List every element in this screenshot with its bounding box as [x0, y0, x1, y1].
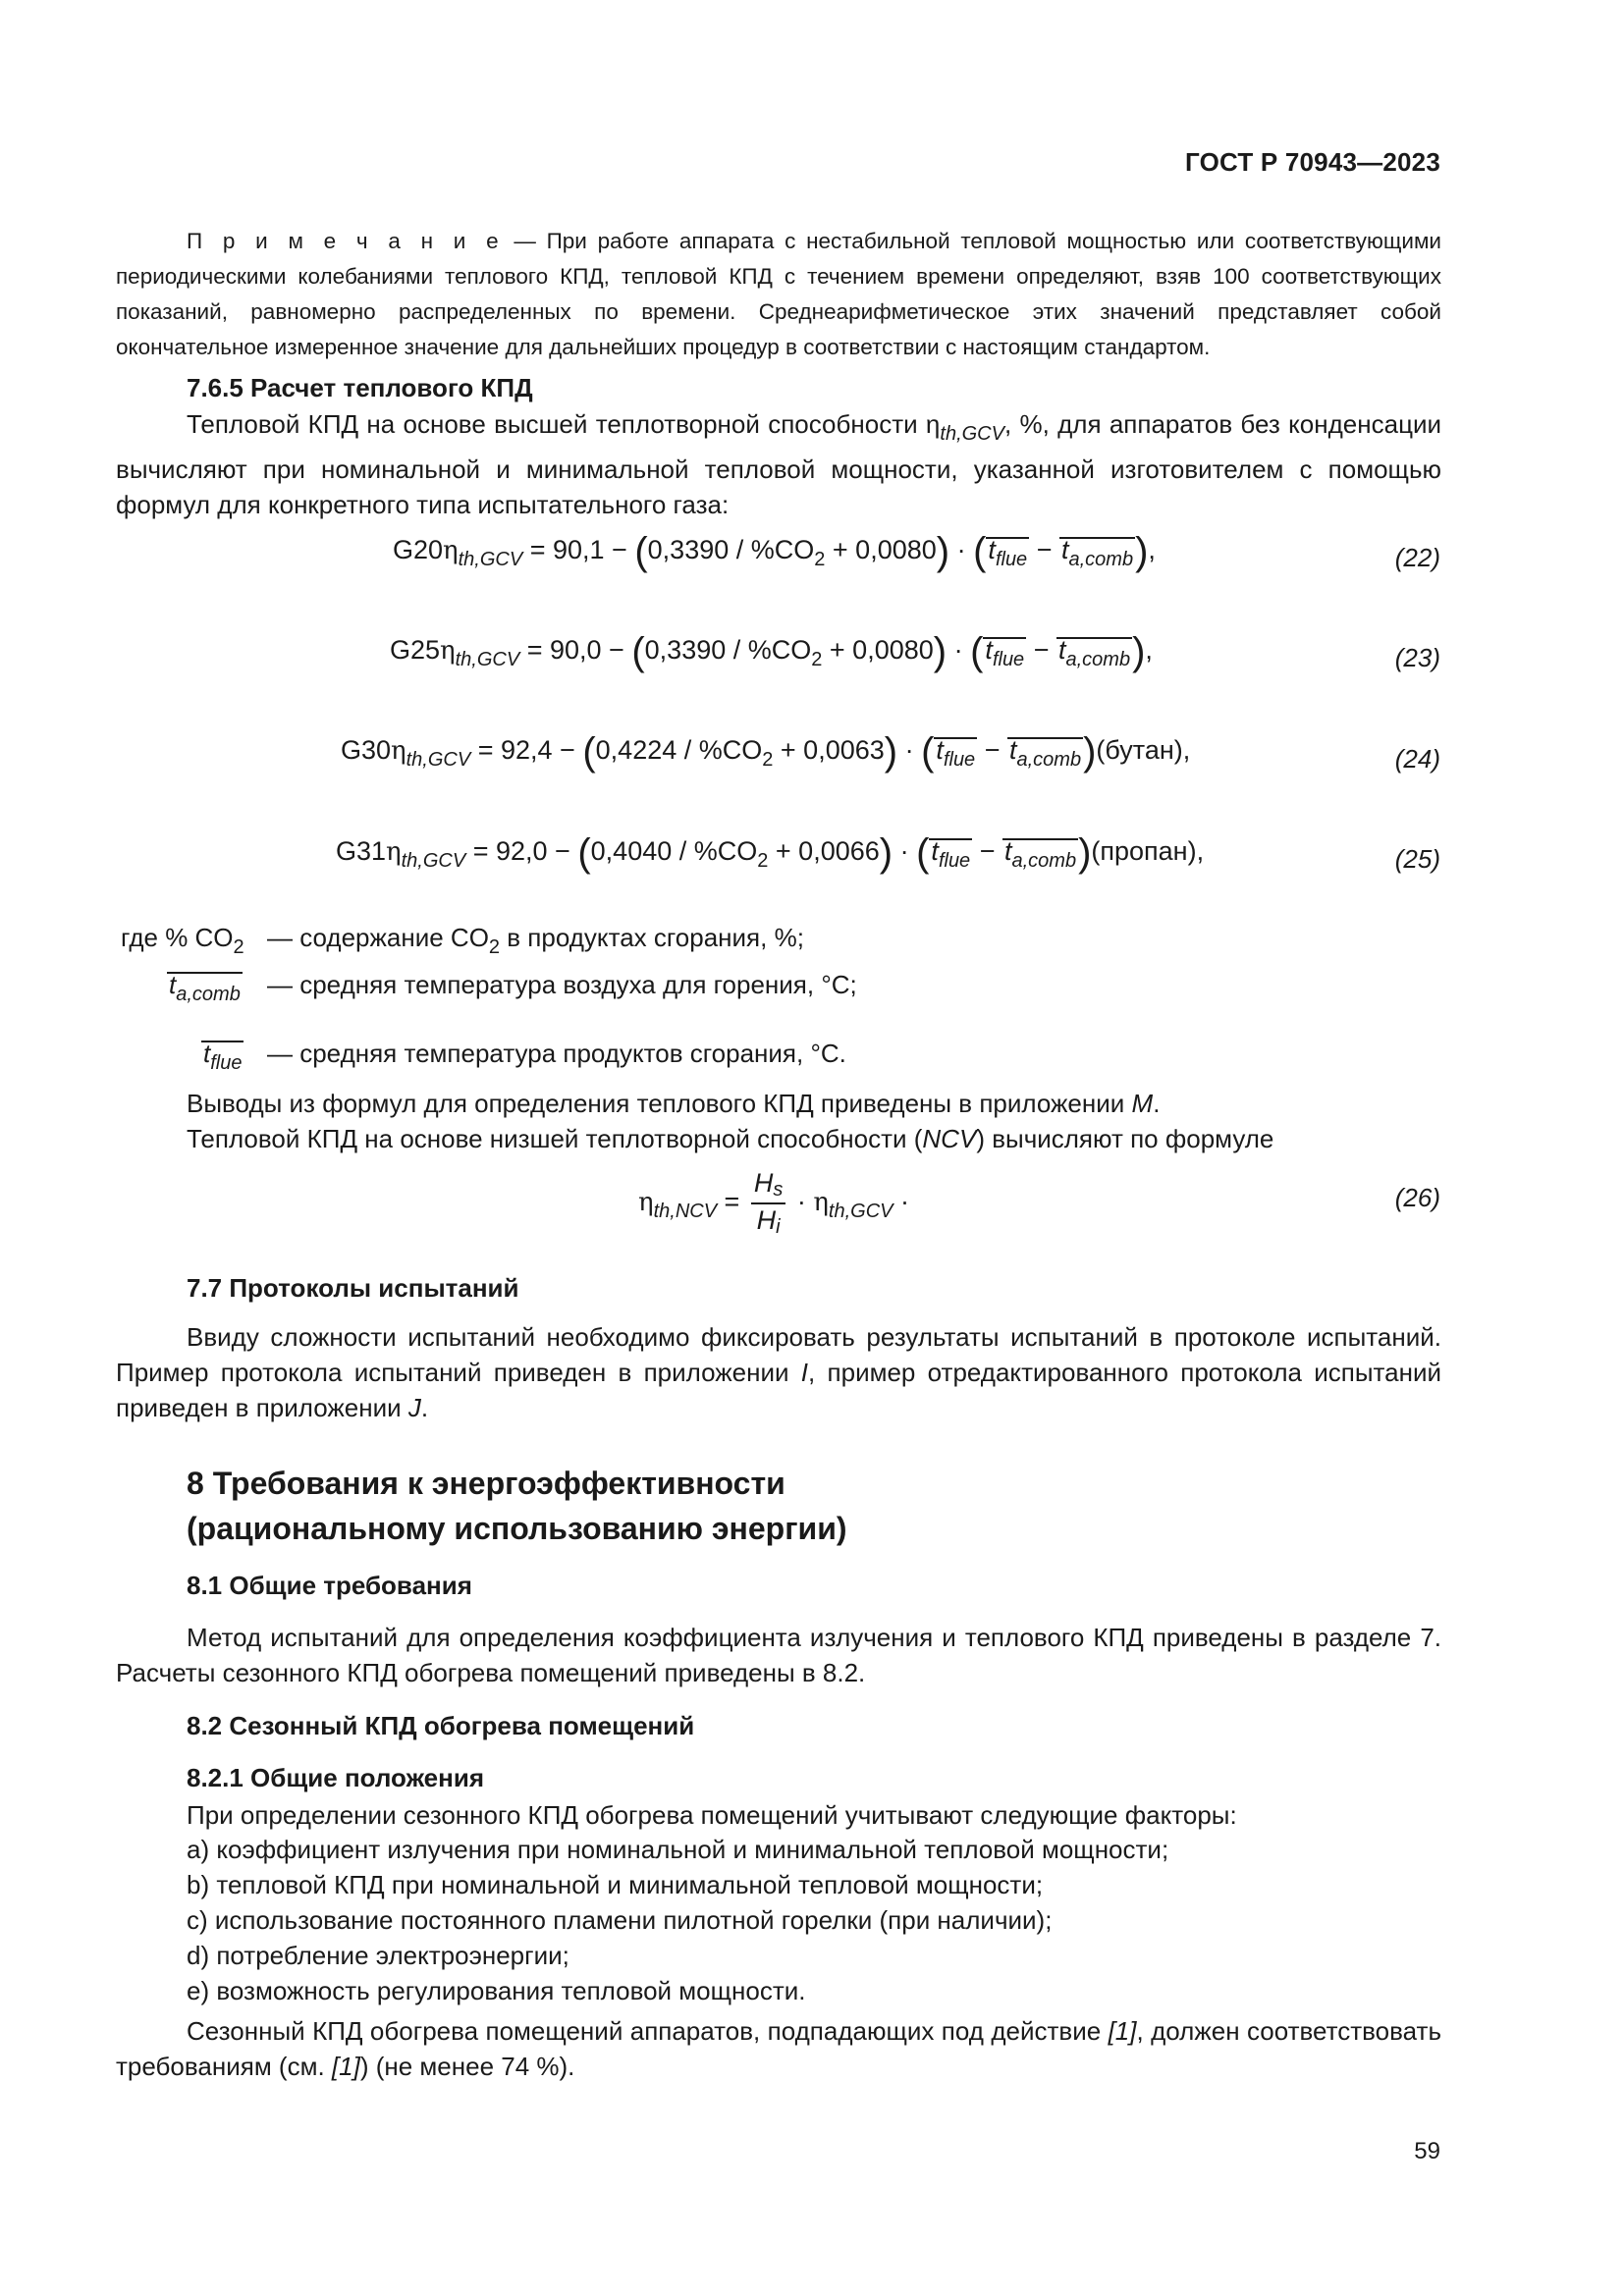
formula-22: $G20\eta_{th,GCV} = 90,1 - (0,3390 / \%CO_2 + 0,0080) \cdot (t_{flue} - t_{a,comb})$,	[393, 530, 1156, 573]
section-8-1-title: 8.1 Общие требования	[187, 1571, 472, 1600]
section-8-1-paragraph: Метод испытаний для определения коэффициента излучения и теплового КПД приведены в разделе 7. Расчеты сезонного КПД обогрева помещений приведены в 8.2.	[116, 1623, 1441, 1687]
legend-tacomb-desc: — средняя температура воздуха для горения, °С;	[267, 970, 857, 999]
section-8-2-1-intro: При определении сезонного КПД обогрева помещений учитывают следующие факторы:	[187, 1800, 1237, 1830]
legend-tflue-desc: — средняя температура продуктов сгорания, °С.	[267, 1039, 846, 1068]
section-7-7-paragraph: Ввиду сложности испытаний необходимо фиксировать результаты испытаний в протоколе испытаний. Пример протокола испытаний приведен в приложении I, пример отредактированного протокола испытаний приведен в приложении J.	[116, 1322, 1441, 1422]
section-7-6-5-paragraph: Тепловой КПД на основе высшей теплотворной способности $\eta_{th,GCV}$, %, для аппаратов без конденсации вычисляют при номинальной и минимальной тепловой мощности, указанной изготовителем с помощью формул для конкретного типа испытательного газа:	[116, 409, 1442, 519]
list-item: a) коэффициент излучения при номинальной и минимальной тепловой мощности;	[187, 1835, 1169, 1864]
note-label: П р и м е ч а н и е	[187, 229, 504, 253]
standard-header: ГОСТ Р 70943—2023	[1185, 147, 1440, 177]
legend-tflue-symbol: $t_{flue}$	[203, 1039, 243, 1074]
page-number: 59	[1414, 2138, 1440, 2164]
section-8-2-title: 8.2 Сезонный КПД обогрева помещений	[187, 1711, 695, 1740]
section-8-title: 8 Требования к энергоэффективности (рациональному использованию энергии)	[187, 1466, 847, 1546]
conclusions-paragraph: Выводы из формул для определения теплового КПД приведены в приложении М.	[187, 1089, 1161, 1118]
list-item: b) тепловой КПД при номинальной и минимальной тепловой мощности;	[187, 1870, 1044, 1899]
formula-23: $G25\eta_{th,GCV} = 90,0 - (0,3390 / \%CO_2 + 0,0080) \cdot (t_{flue} - t_{a,comb})$,	[390, 630, 1153, 673]
formula-23-number: (23)	[1394, 643, 1440, 672]
eta-subscript: th,GCV	[940, 423, 1004, 445]
formula-26: $\eta_{th,NCV}$ = $\frac{H_s}{H_i}$ · $\eta_{th,GCV}$ ·	[638, 1168, 909, 1238]
formula-24-number: (24)	[1394, 744, 1440, 774]
list-item: d) потребление электроэнергии;	[187, 1941, 569, 1970]
formula-22-number: (22)	[1394, 543, 1440, 572]
legend-co2-symbol: где % $CO_2$	[121, 923, 244, 958]
section-7-6-5-title: 7.6.5 Расчет теплового КПД	[187, 373, 533, 402]
factor-list	[187, 1832, 1443, 2008]
formula-25-number: (25)	[1394, 844, 1440, 874]
note-paragraph	[116, 224, 1441, 365]
ncv-paragraph: Тепловой КПД на основе низшей теплотворной способности (NCV) вычисляют по формуле	[187, 1124, 1274, 1153]
legend-co2-desc: — содержание $CO_2$ в продуктах сгорания, %;	[267, 923, 804, 958]
list-item: c) использование постоянного пламени пилотной горелки (при наличии);	[187, 1905, 1053, 1935]
list-item: e) возможность регулирования тепловой мощности.	[187, 1976, 806, 2005]
section-8-2-1-final: Сезонный КПД обогрева помещений аппаратов, подпадающих под действие [1], должен соответствовать требованиям (см. [1]) (не менее 74 %).	[116, 2016, 1441, 2081]
section-8-2-1-title: 8.2.1 Общие положения	[187, 1763, 484, 1792]
formula-25: $G31\eta_{th,GCV} = 92,0 - (0,4040 / \%CO_2 + 0,0066) \cdot (t_{flue}$ − $t_{a,comb})(пропан)$,	[336, 831, 1205, 875]
note-text: — При работе аппарата с нестабильной тепловой мощностью или соответствующими периодическими колебаниями теплового КПД, тепловой КПД с течением времени определяют, взяв 100 соответствующих показаний, равномерно распределенных по времени. Среднеарифметическое этих значений представляет собой окончательное измеренное значение для дальнейших процедур в соответствии с настоящим стандартом.	[116, 229, 1441, 359]
section-7-7-title: 7.7 Протоколы испытаний	[187, 1273, 519, 1303]
formula-26-number: (26)	[1394, 1183, 1440, 1212]
legend-tacomb-symbol: $t_{a,comb}$	[169, 970, 241, 1005]
formula-24: $G30\eta_{th,GCV} = 92,4 - (0,4224 / \%CO_2 + 0,0063) \cdot (t_{flue}$ − $t_{a,comb})(бутан)$,	[341, 730, 1191, 774]
symbol-legend	[0, 923, 1624, 1080]
